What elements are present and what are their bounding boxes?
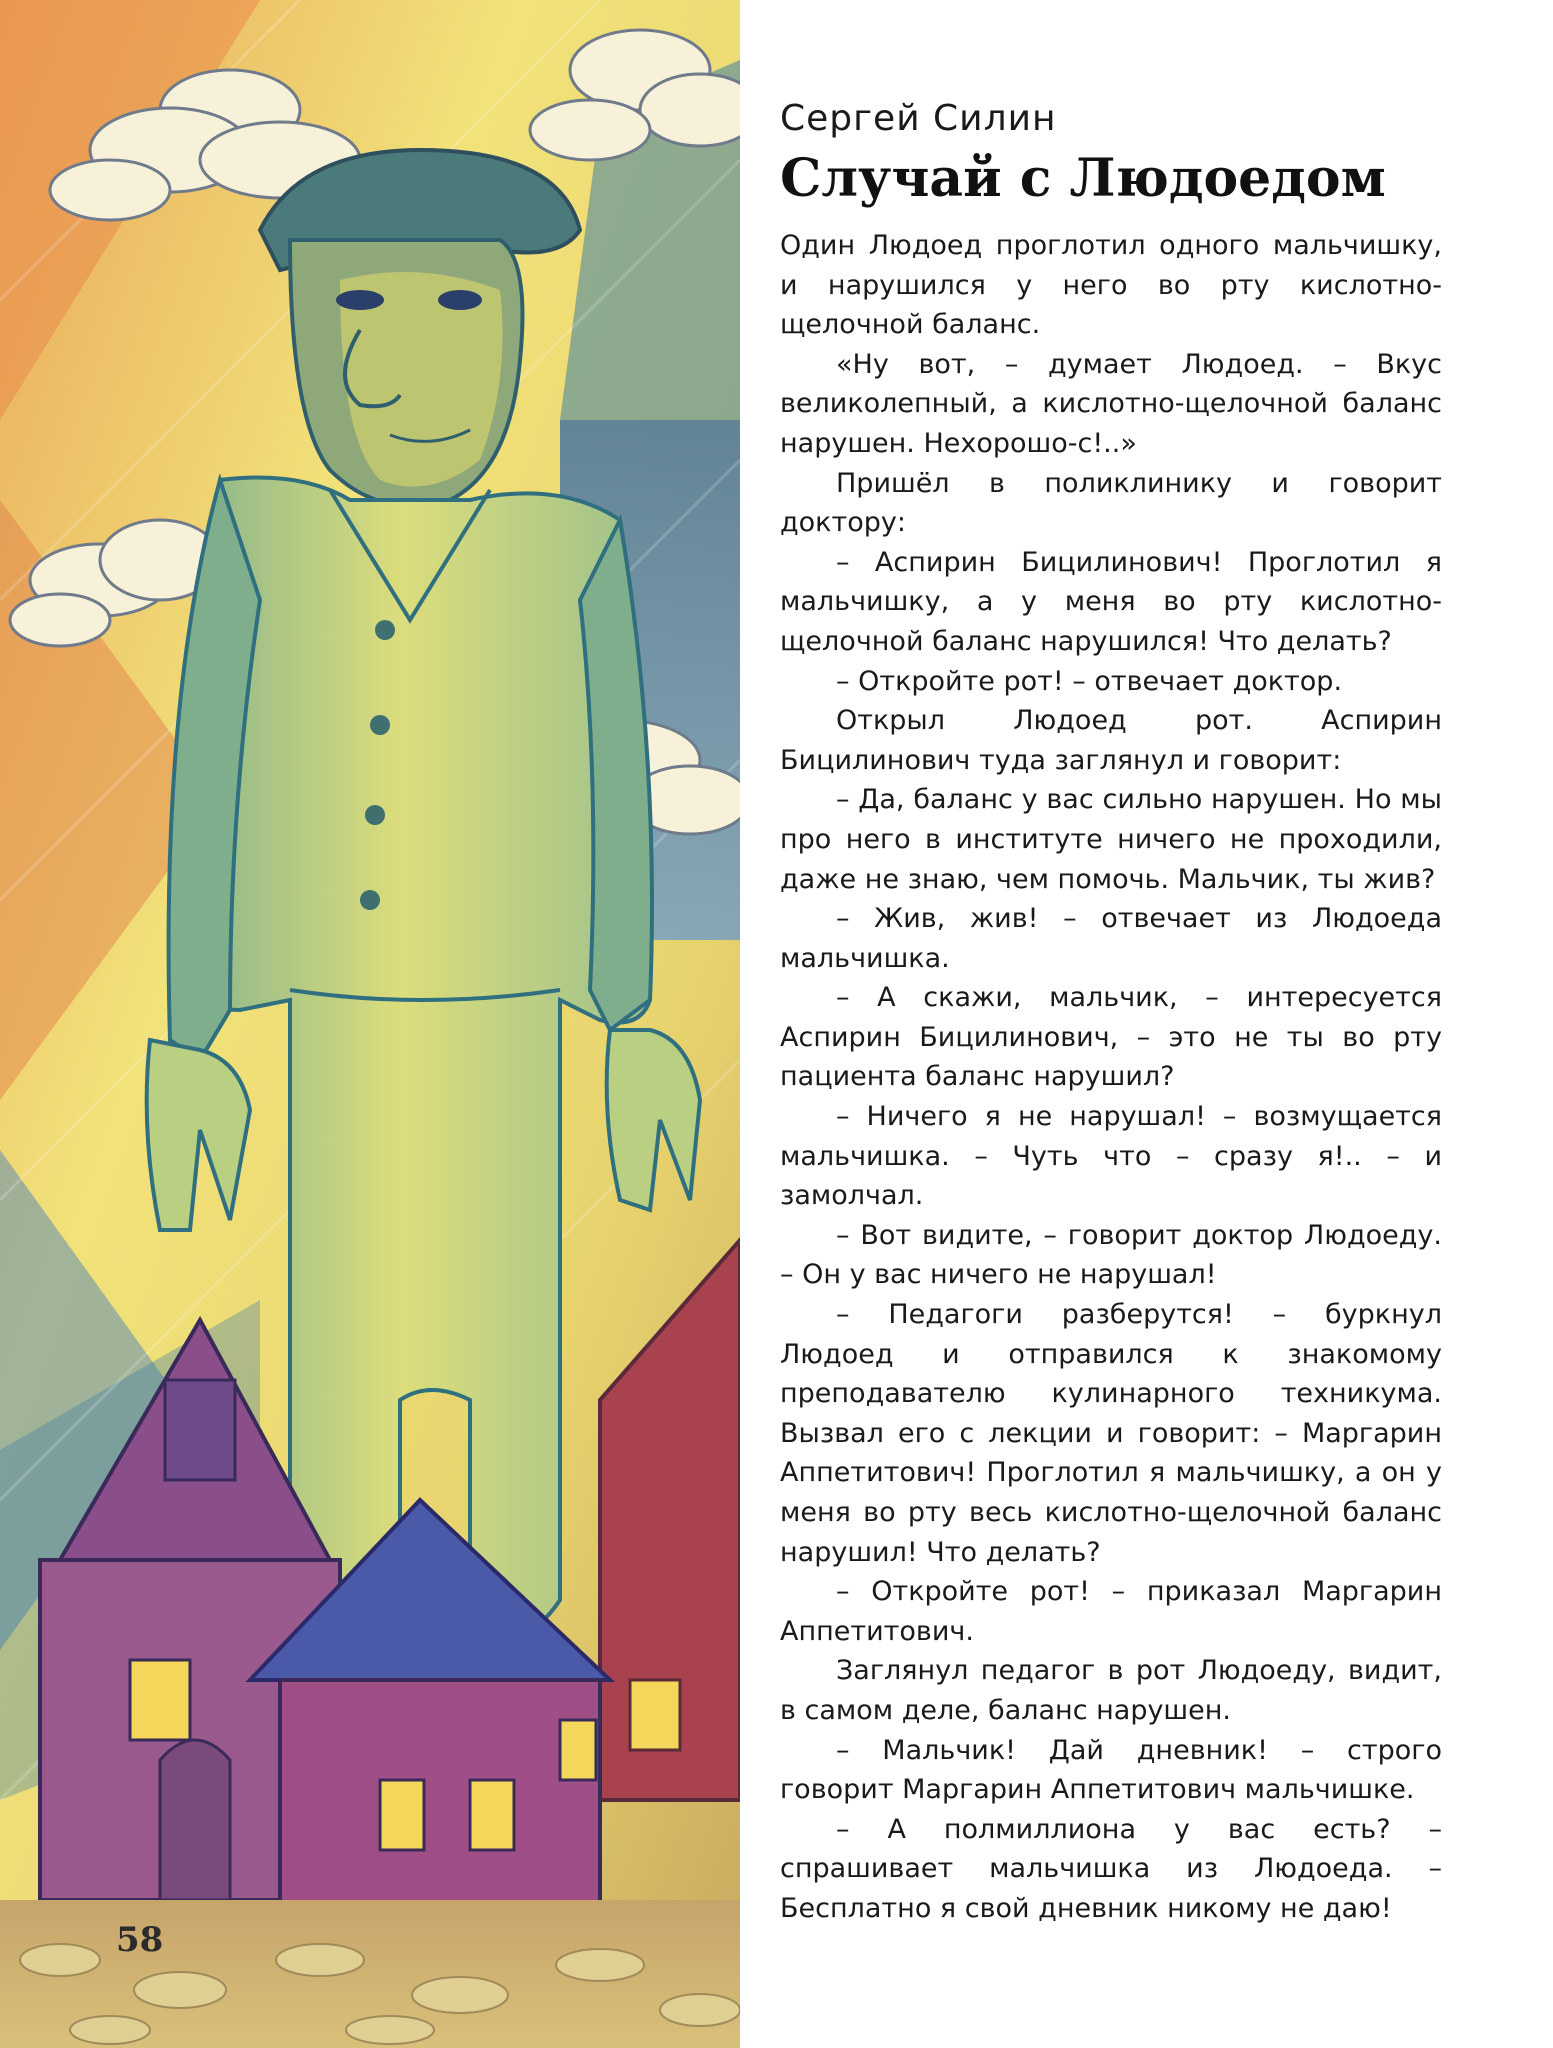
window [560, 1720, 596, 1780]
story-paragraph: Один Людоед проглотил одного мальчишку, и нарушился у него во рту кислотно-щелочной баланс. [780, 230, 1442, 341]
ogre-illustration [0, 0, 740, 2048]
story-title: Случай с Людоедом [780, 148, 1386, 209]
story-body [780, 226, 1442, 1929]
story-paragraph: – Мальчик! Дай дневник! – строго говорит Маргарин Аппетитович мальчишке. [780, 1734, 1442, 1806]
story-paragraph: – Педагоги разберутся! – буркнул Людоед и отправился к знакомому преподавателю кулинарного техникума. Вызвал его с лекции и говорит: – Маргарин Аппетитович! Проглотил я мальчишку, а он у меня во рту весь кислотно-щелочной баланс нарушил! Что делать? [780, 1299, 1442, 1568]
story-paragraph: – Жив, жив! – отвечает из Людоеда мальчишка. [780, 903, 1442, 974]
story-paragraph: – Ничего я не нарушал! – возмущается мальчишка. – Чуть что – сразу я!.. – и замолчал. [780, 1101, 1442, 1212]
story-paragraph: Открыл Людоед рот. Аспирин Бицилинович туда заглянул и говорит: [780, 705, 1442, 776]
text-column [780, 96, 1442, 1929]
story-paragraph: – Вот видите, – говорит доктор Людоеду. – Он у вас ничего не нарушал! [780, 1219, 1442, 1291]
window [380, 1780, 424, 1850]
window [470, 1780, 514, 1850]
story-paragraph: – Да, баланс у вас сильно нарушен. Но мы про него в институте ничего не проходили, даже не знаю, чем помочь. Мальчик, ты жив? [780, 784, 1442, 895]
story-paragraph: Пришёл в поликлинику и говорит доктору: [780, 467, 1442, 539]
author-name: Сергей Силин [780, 98, 1057, 139]
page-number: 58 [116, 1920, 164, 1960]
right-eye [438, 290, 482, 310]
story-paragraph: Заглянул педагог в рот Людоеду, видит, в самом деле, баланс нарушен. [780, 1655, 1442, 1726]
door [160, 1740, 230, 1900]
window [130, 1660, 190, 1740]
right-hand [607, 1030, 700, 1210]
story-paragraph: – А полмиллиона у вас есть? – спрашивает мальчишка из Людоеда. – Бесплатно я свой дневник никому не даю! [780, 1813, 1442, 1924]
story-illustration [0, 0, 740, 2048]
story-paragraph: – А скажи, мальчик, – интересуется Аспирин Бицилинович, – это не ты во рту пациента баланс нарушил? [780, 982, 1442, 1093]
story-paragraph: – Откройте рот! – отвечает доктор. [836, 665, 1343, 697]
left-eye [336, 290, 384, 310]
story-paragraph: – Откройте рот! – приказал Маргарин Аппетитович. [780, 1576, 1442, 1647]
story-paragraph: «Ну вот, – думает Людоед. – Вкус великолепный, а кислотно-щелочной баланс нарушен. Нехорошо-с!..» [780, 348, 1442, 459]
story-paragraph: – Аспирин Бицилинович! Проглотил я мальчишку, а у меня во рту кислотно-щелочной баланс нарушился! Что делать? [780, 546, 1442, 657]
